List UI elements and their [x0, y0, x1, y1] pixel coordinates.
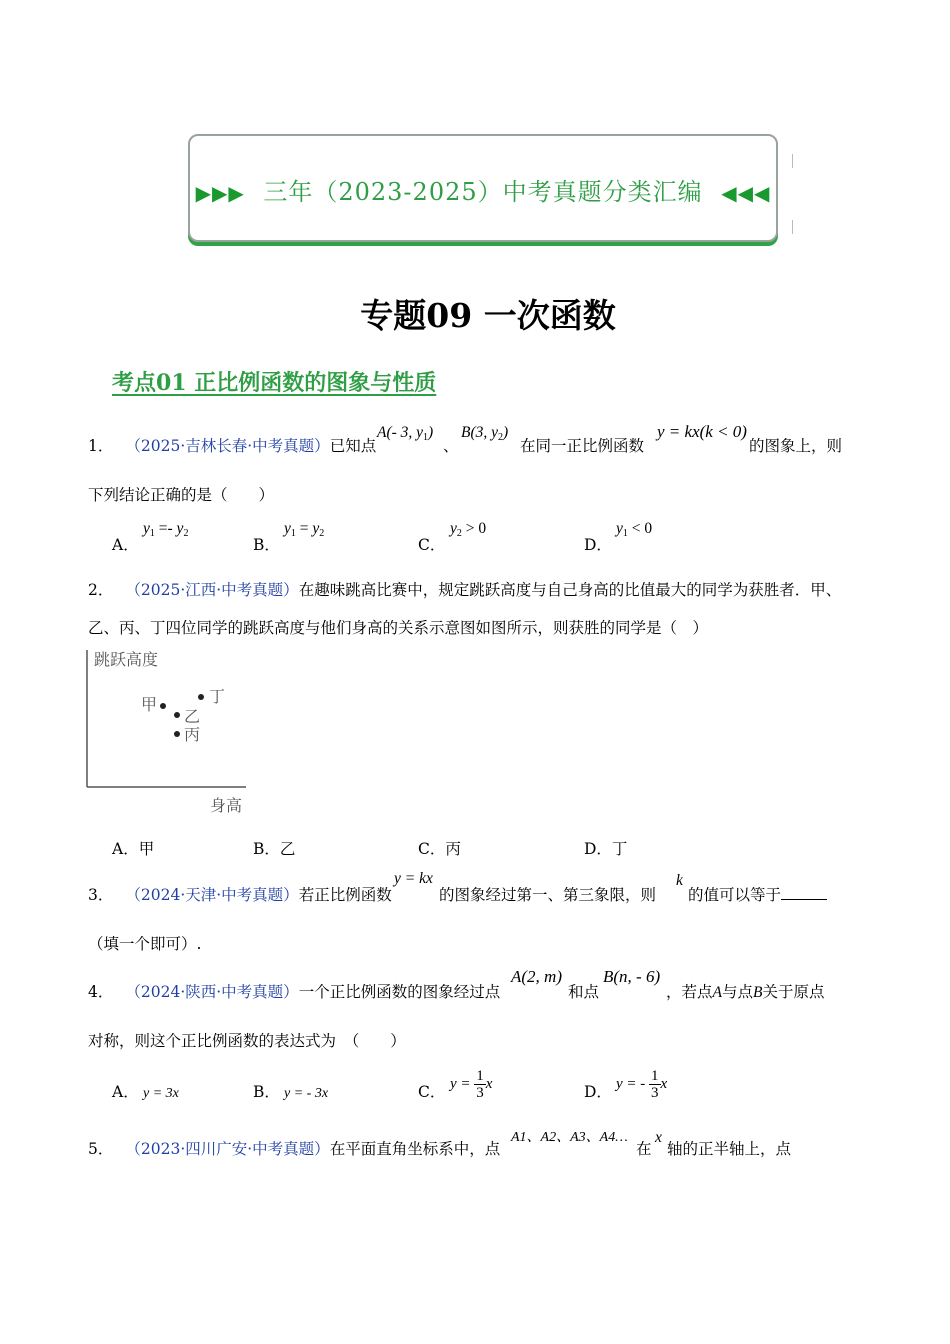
subscript: 1 — [622, 528, 628, 539]
question-source: （2024·天津·中考真题） — [125, 886, 299, 904]
var-a: A — [712, 984, 722, 1001]
option-c[interactable] — [418, 533, 445, 555]
option-a[interactable] — [112, 533, 139, 555]
option-a[interactable] — [112, 1080, 139, 1102]
question-4 — [88, 982, 500, 1002]
option-d[interactable] — [584, 533, 612, 555]
question-5 — [88, 1139, 500, 1159]
question-text: 下列结论正确的是（ ） — [88, 486, 275, 504]
option-d-expr — [616, 520, 652, 539]
subscript: 1 — [290, 528, 296, 539]
point-bing — [174, 731, 180, 737]
question-text: 关于原点 — [762, 983, 825, 1001]
question-text: 一个正比例函数的图象经过点 — [298, 983, 501, 1001]
question-2 — [88, 580, 841, 600]
point-ding — [198, 694, 204, 700]
expr-post: x — [660, 1075, 668, 1092]
option-d[interactable]: D．丁 — [584, 840, 628, 858]
q2-figure — [80, 645, 260, 820]
subscript: 2 — [183, 528, 189, 539]
margin-mark — [792, 220, 793, 234]
x-axis-label: 身高 — [210, 796, 243, 815]
point-jia — [160, 703, 166, 709]
paren: ) — [503, 424, 509, 441]
question-1 — [88, 436, 376, 456]
option-b-expr: y = - 3x — [284, 1086, 329, 1101]
question-text: 和点 — [568, 983, 600, 1001]
point-yi — [174, 712, 180, 718]
right-arrows-icon: ▶▶▶ — [195, 181, 245, 205]
option-b[interactable] — [253, 533, 280, 555]
var-k: k — [676, 872, 683, 889]
expr-post: x — [485, 1075, 493, 1092]
question-source: （2025·吉林长春·中考真题） — [125, 437, 330, 455]
margin-mark — [792, 154, 793, 168]
question-text: 与点 — [721, 983, 753, 1001]
var: y — [143, 520, 150, 537]
var: y — [312, 520, 320, 537]
option-d-expr — [616, 1068, 667, 1101]
question-text: 在趣味跳高比赛中，规定跳跃高度与自己身高的比值最大的同学为获胜者．甲、 — [298, 581, 842, 599]
option-label: A． — [112, 536, 139, 554]
option-a-expr — [143, 520, 188, 539]
option-c[interactable]: C．丙 — [418, 840, 461, 858]
question-text: 对称，则这个正比例函数的表达式为 （ ） — [88, 1032, 406, 1050]
question-text: （填一个即可）. — [88, 935, 202, 953]
y-axis-label: 跳跃高度 — [94, 650, 159, 669]
option-a-expr: y = 3x — [143, 1086, 179, 1101]
option-label: C． — [418, 536, 446, 554]
question-number: 2． — [88, 581, 114, 599]
question-text: 的图象上，则 — [749, 437, 843, 455]
point-b-expr — [461, 424, 508, 443]
points-list: A1、A2、A3、A4… — [511, 1130, 628, 1145]
operator: > 0 — [461, 520, 487, 537]
banner-label: 三年（2023-2025）中考真题分类汇编 — [263, 178, 703, 206]
question-text: ，若点 — [666, 983, 713, 1001]
page-title: 专题09 一次函数 — [360, 296, 616, 335]
option-label: D． — [584, 1083, 612, 1101]
subscript: 1 — [149, 528, 155, 539]
point-a-expr — [377, 424, 433, 443]
question-text: 若正比例函数 — [298, 886, 392, 904]
question-text: 已知点 — [329, 437, 377, 455]
label-yi: 乙 — [184, 707, 201, 726]
operator: < 0 — [627, 520, 653, 537]
option-b[interactable]: B．乙 — [253, 840, 296, 858]
numerator: 1 — [476, 1068, 484, 1084]
banner-text — [190, 172, 776, 207]
option-label: B． — [253, 536, 280, 554]
question-source: （2023·四川广安·中考真题） — [125, 1140, 330, 1158]
fraction — [474, 1068, 486, 1101]
option-c[interactable] — [418, 1080, 445, 1102]
question-text: 在同一正比例函数 — [520, 437, 645, 455]
answer-blank[interactable] — [781, 885, 827, 900]
expr-pre: y = — [450, 1075, 475, 1092]
var: y — [450, 520, 457, 537]
question-text — [688, 885, 827, 905]
var: y — [176, 520, 184, 537]
subscript: 2 — [498, 432, 504, 443]
var-x: x — [655, 1129, 662, 1146]
question-text — [666, 982, 824, 1003]
label-jia: 甲 — [141, 695, 158, 714]
option-b[interactable] — [253, 1080, 280, 1102]
point-a: A(- 3, y — [377, 424, 424, 441]
section-heading: 考点01 正比例函数的图象与性质 — [112, 370, 437, 396]
label-ding: 丁 — [209, 687, 226, 706]
question-source: （2024·陕西·中考真题） — [125, 983, 299, 1001]
subscript: 1 — [423, 432, 429, 443]
option-d[interactable] — [584, 1080, 612, 1102]
option-c-expr — [450, 1068, 492, 1101]
subscript: 2 — [319, 528, 325, 539]
option-label: C． — [418, 1083, 446, 1101]
separator: 、 — [443, 437, 459, 455]
label-bing: 丙 — [184, 725, 201, 744]
left-arrows-icon: ◀◀◀ — [721, 181, 771, 205]
denominator: 3 — [651, 1085, 659, 1101]
question-source: （2025·江西·中考真题） — [125, 581, 299, 599]
question-text: 的值可以等于 — [688, 886, 782, 904]
function-expr: y = kx(k < 0) — [657, 422, 747, 441]
fraction — [649, 1068, 661, 1101]
numerator: 1 — [651, 1068, 659, 1084]
point-a: A(2, m) — [511, 967, 562, 986]
question-text: 在 — [636, 1140, 652, 1158]
option-label: B． — [253, 1083, 280, 1101]
question-3 — [88, 885, 392, 905]
question-text: 在平面直角坐标系中，点 — [329, 1140, 501, 1158]
expr-pre: y = - — [616, 1075, 650, 1092]
question-number: 4． — [88, 983, 114, 1001]
var: y — [616, 520, 623, 537]
option-label: D． — [584, 536, 612, 554]
question-number: 3． — [88, 886, 114, 904]
operator: = — [295, 520, 313, 537]
question-text: 的图象经过第一、第三象限，则 — [439, 886, 657, 904]
paren: ) — [428, 424, 434, 441]
question-number: 1． — [88, 437, 114, 455]
option-a[interactable]: A．甲 — [112, 840, 155, 858]
point-b: B(3, y — [461, 424, 499, 441]
function-expr: y = kx — [394, 870, 433, 887]
question-text: 乙、丙、丁四位同学的跳跃高度与他们身高的关系示意图如图所示，则获胜的同学是（ ） — [88, 619, 709, 637]
denominator: 3 — [476, 1085, 484, 1101]
operator: =- — [154, 520, 177, 537]
option-b-expr — [284, 520, 324, 539]
question-text: 轴的正半轴上，点 — [667, 1140, 792, 1158]
point-b: B(n, - 6) — [603, 967, 661, 986]
subscript: 2 — [456, 528, 462, 539]
option-c-expr — [450, 520, 486, 539]
title-banner — [188, 134, 778, 242]
option-label: A． — [112, 1083, 139, 1101]
question-number: 5． — [88, 1140, 114, 1158]
var-b: B — [753, 984, 763, 1001]
var: y — [284, 520, 291, 537]
